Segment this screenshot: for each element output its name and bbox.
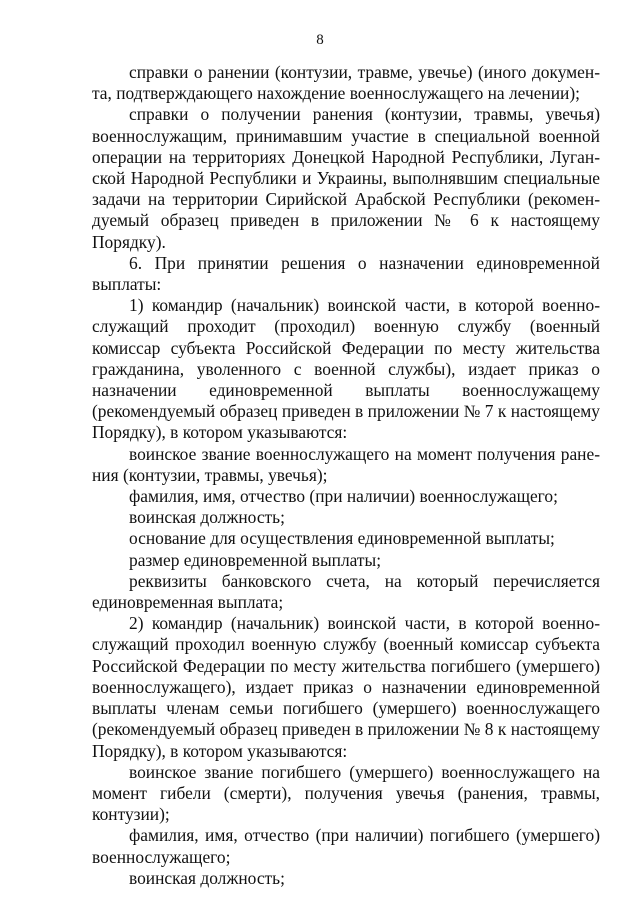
paragraph-payment-basis: основание для осуществления единовременной выплаты; <box>129 528 555 549</box>
paragraph-military-rank: воинское звание военнослужащего на момент получения ранения (контузии, травмы, увечья); <box>92 443 600 485</box>
paragraph-deceased-position: воинская должность; <box>129 867 285 888</box>
paragraph-subitem-1: 1) командир (начальник) воинской части, в которой военнослужащий проходит (проходил) военную службу (военный комиссар субъекта Российской Федерации по месту жительства гражданина, уволенного с военной службы), издает приказ о назначении единовременной выплаты военнослужащему (рекомендуемый образец приведен в приложении № 7 к настоящему Порядку), в котором указываются: <box>92 295 600 443</box>
paragraph-subitem-2: 2) командир (начальник) воинской части, в которой военнослужащий проходил военную службу (военный комиссар субъекта Российской Федерации по месту жительства погибшего (умершего) военнослужащего), издает приказ о назначении единовременной выплаты членам семьи погибшего (умершего) военнослужащего (рекомендуемый образец приведен в приложении № 8 к настоящему Порядку), в котором указываются: <box>92 613 600 761</box>
paragraph-deceased-full-name: фамилия, имя, отчество (при наличии) погибшего (умершего) военнослужащего; <box>92 825 600 867</box>
paragraph-wound-certificate: справки о ранении (контузии, травме, увечье) (иного документа, подтверждающего нахождение военнослужащего на лечении); <box>92 62 600 104</box>
document-body <box>92 62 600 889</box>
paragraph-special-operation-certificate: справки о получении ранения (контузии, травмы, увечья) военнослужащим, принимавшим участие в специальной военной операции на территориях Донецкой Народной Республики, Луганской Народной Республики и Украины, выполнявшим специальные задачи на территории Сирийской Арабской Республики (рекомендуемый образец приведен в приложении № 6 к настоящему Порядку). <box>92 104 600 252</box>
paragraph-bank-details: реквизиты банковского счета, на который перечисляется единовременная выплата; <box>92 570 600 613</box>
paragraph-military-position: воинская должность; <box>129 507 285 528</box>
paragraph-payment-amount: размер единовременной выплаты; <box>129 549 382 570</box>
paragraph-deceased-rank: воинское звание погибшего (умершего) военнослужащего на момент гибели (смерти), получения увечья (ранения, травмы, контузии); <box>92 761 600 825</box>
page-number: 8 <box>316 32 324 48</box>
paragraph-full-name: фамилия, имя, отчество (при наличии) военнослужащего; <box>129 486 558 507</box>
paragraph-item-6: 6. При принятии решения о назначении единовременной выплаты: <box>92 252 600 295</box>
